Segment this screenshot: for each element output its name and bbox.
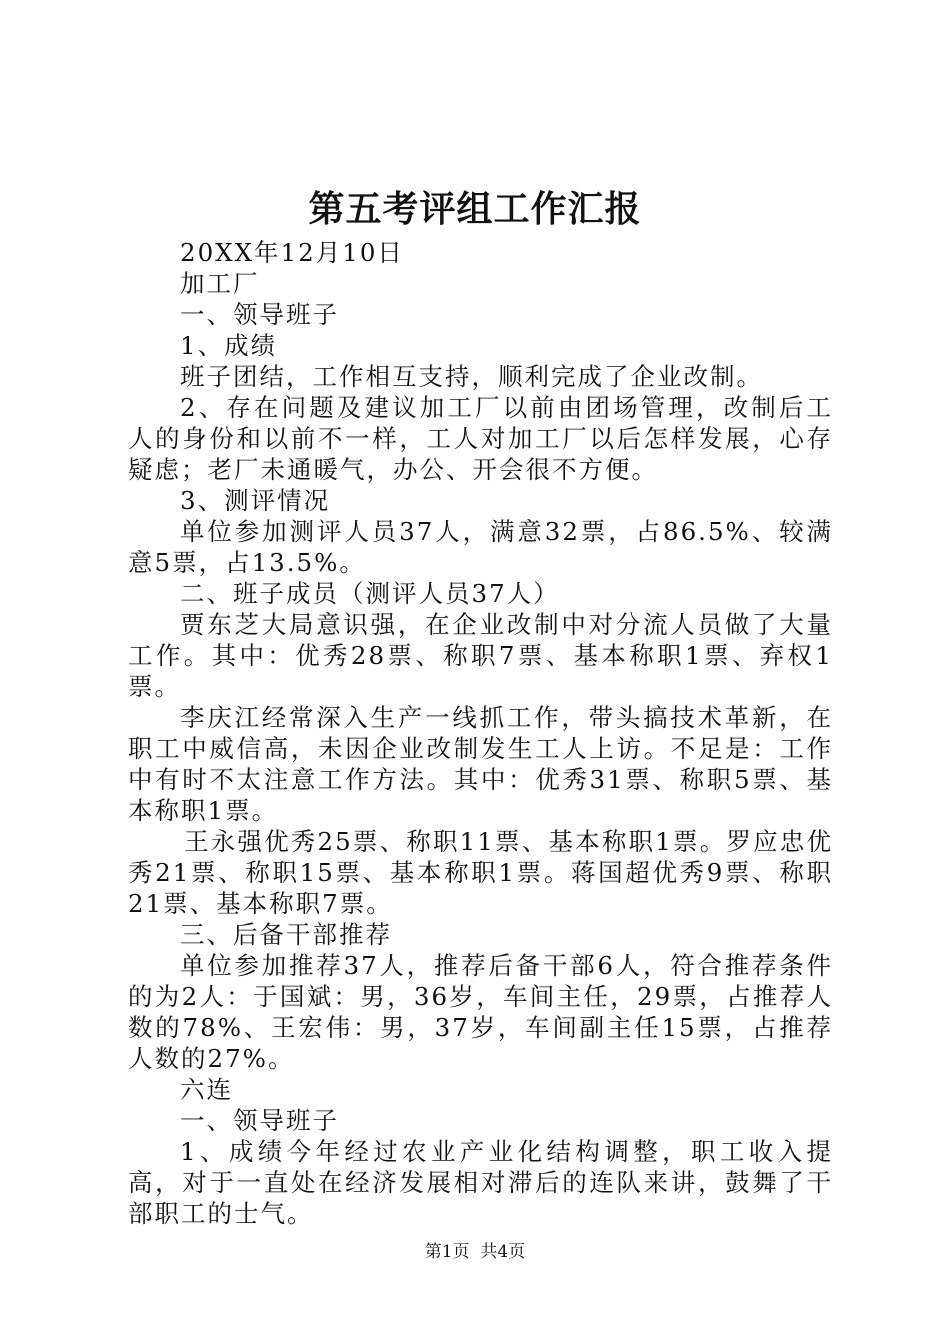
paragraph: 李庆江经常深入生产一线抓工作，带头搞技术革新，在职工中威信高，未因企业改制发生工人上访。不足是：工作中有时不太注意工作方法。其中：优秀31票、称职5票、基本称职1票。	[128, 703, 833, 825]
page-total: 共4页	[480, 1242, 526, 1262]
document-title: 第五考评组工作汇报	[308, 188, 642, 230]
section-heading: 一、领导班子	[180, 1106, 339, 1135]
subsection-heading: 1、成绩	[180, 331, 278, 360]
paragraph: 贾东芝大局意识强，在企业改制中对分流人员做了大量工作。其中：优秀28票、称职7票、基本称职1票、弃权1票。	[128, 610, 833, 701]
section-heading: 二、班子成员（测评人员37人）	[180, 579, 560, 608]
section-heading: 一、领导班子	[180, 300, 339, 329]
page-number: 第1页	[424, 1242, 470, 1262]
section-heading: 三、后备干部推荐	[180, 920, 392, 949]
section-unit-heading: 加工厂	[180, 269, 260, 298]
paragraph: 单位参加测评人员37人，满意32票，占86.5%、较满意5票，占13.5%。	[128, 517, 833, 577]
paragraph: 班子团结，工作相互支持，顺利完成了企业改制。	[180, 362, 763, 391]
page-footer	[0, 1240, 950, 1264]
paragraph: 单位参加推荐37人，推荐后备干部6人，符合推荐条件的为2人：于国斌：男，36岁，车间主任，29票，占推荐人数的78%、王宏伟：男，37岁，车间副主任15票，占推荐人数的27%。	[128, 951, 833, 1073]
subsection-heading: 3、测评情况	[180, 486, 331, 515]
paragraph: 王永强优秀25票、称职11票、基本称职1票。罗应忠优秀21票、称职15票、基本称职1票。蒋国超优秀9票、称职21票、基本称职7票。	[128, 827, 833, 918]
report-date: 20XX年12月10日	[180, 238, 404, 267]
section-unit-heading: 六连	[180, 1075, 233, 1104]
document-body	[128, 237, 833, 1229]
paragraph: 2、存在问题及建议加工厂以前由团场管理，改制后工人的身份和以前不一样，工人对加工厂以后怎样发展，心存疑虑；老厂未通暖气，办公、开会很不方便。	[128, 393, 833, 484]
paragraph: 1、成绩今年经过农业产业化结构调整，职工收入提高，对于一直处在经济发展相对滞后的连队来讲，鼓舞了干部职工的士气。	[128, 1137, 833, 1228]
